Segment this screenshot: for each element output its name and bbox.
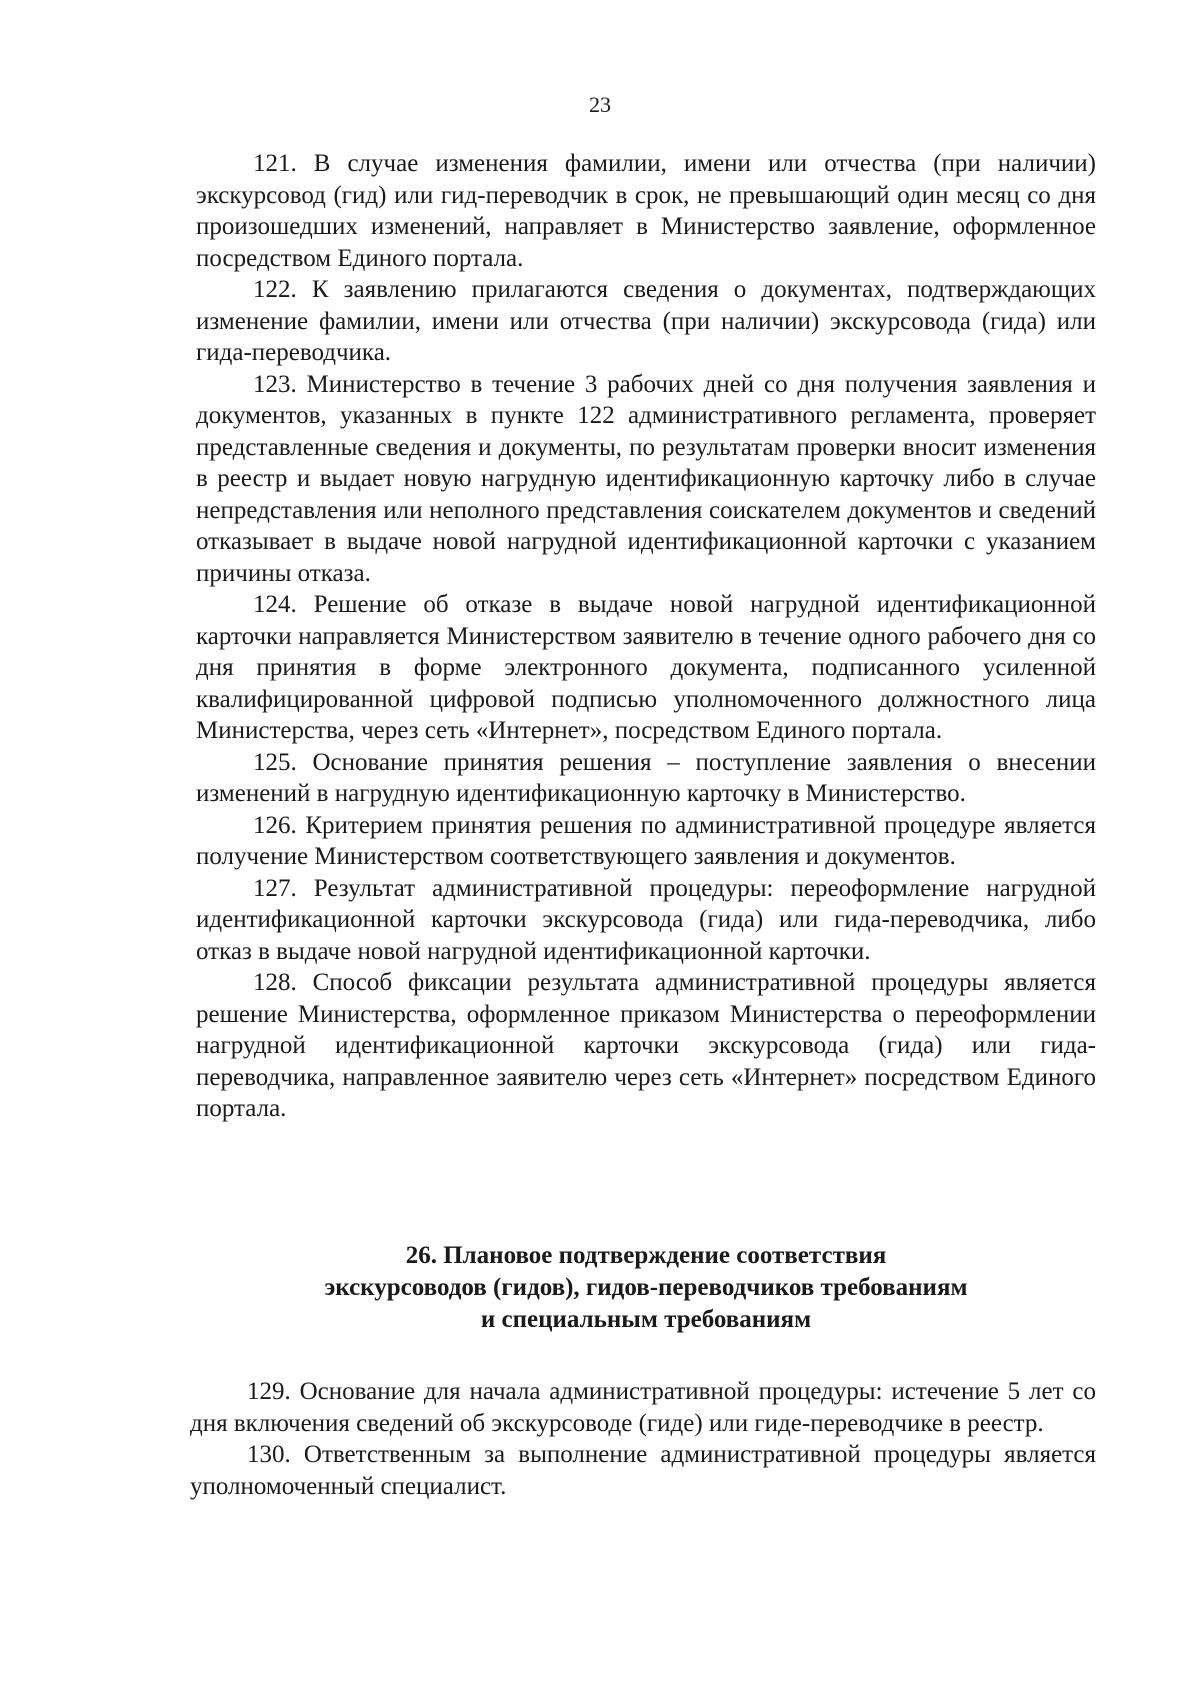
- body-text: [196, 148, 1096, 1125]
- paragraph-128: 128. Способ фиксации результата административной процедуры является решение Министерства, оформленное приказом Министерства о переоформлении нагрудной идентификационной карточки экскурсовода (гида) или гида-переводчика, направленное заявителю через сеть «Интернет» посредством Единого портала.: [196, 969, 1096, 1122]
- page-number: 23: [589, 92, 611, 117]
- paragraph-127: 127. Результат административной процедуры: переоформление нагрудной идентификационной карточки экскурсовода (гида) или гида-переводчика, либо отказ в выдаче новой нагрудной идентификационной карточки.: [196, 874, 1096, 965]
- paragraph-124: 124. Решение об отказе в выдаче новой нагрудной идентификационной карточки направляется Министерством заявителю в течение одного рабочего дня со дня принятия в форме электронного документа, подписанного усиленной квалифицированной цифровой подписью уполномоченного должностного лица Министерства, через сеть «Интернет», посредством Единого портала.: [196, 591, 1096, 744]
- body-text-after-heading: [190, 1376, 1096, 1502]
- paragraph-126: 126. Критерием принятия решения по административной процедуре является получение Министерством соответствующего заявления и документов.: [196, 811, 1096, 870]
- section-heading-line-2: экскурсоводов (гидов), гидов-переводчиков требованиям: [324, 1274, 968, 1301]
- paragraph-122: 122. К заявлению прилагаются сведения о документах, подтверждающих изменение фамилии, имени или отчества (при наличии) экскурсовода (гида) или гида-переводчика.: [196, 276, 1096, 366]
- paragraph-121: 121. В случае изменения фамилии, имени или отчества (при наличии) экскурсовод (гид) или гид-переводчик в срок, не превышающий один месяц со дня произошедших изменений, направляет в Министерство заявление, оформленное посредством Единого портала.: [196, 150, 1096, 272]
- paragraph-123: 123. Министерство в течение 3 рабочих дней со дня получения заявления и документов, указанных в пункте 122 административного регламента, проверяет представленные сведения и документы, по результатам проверки вносит изменения в реестр и выдает новую нагрудную идентификационную карточку либо в случае непредставления или неполного представления соискателем документов и сведений отказывает в выдаче новой нагрудной идентификационной карточки с указанием причины отказа.: [196, 370, 1096, 587]
- paragraph-129: 129. Основание для начала административной процедуры: истечение 5 лет со дня включения сведений об экскурсоводе (гиде) или гиде-переводчике в реестр.: [190, 1378, 1096, 1437]
- paragraph-125: 125. Основание принятия решения – поступление заявления о внесении изменений в нагрудную идентификационную карточку в Министерство.: [196, 748, 1096, 807]
- paragraph-130: 130. Ответственным за выполнение административной процедуры является уполномоченный специалист.: [190, 1441, 1096, 1500]
- section-heading-line-3: и специальным требованиям: [480, 1306, 812, 1333]
- section-heading: [196, 1240, 1096, 1336]
- section-heading-line-1: 26. Плановое подтверждение соответствия: [405, 1242, 887, 1269]
